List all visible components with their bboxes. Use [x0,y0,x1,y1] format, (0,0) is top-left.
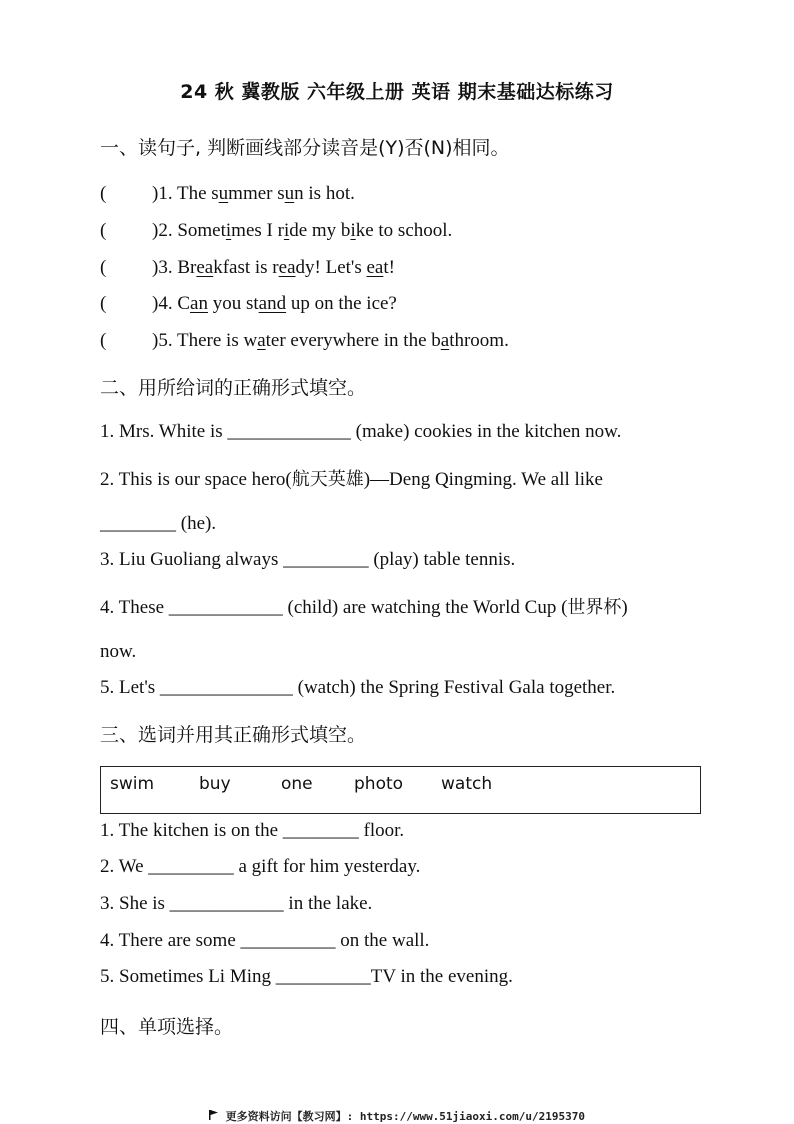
s1-question-2: ( )2. Sometimes I ride my bike to school. [100,220,453,241]
word-bank-item: buy [199,774,231,794]
answer-blank[interactable]: ( [100,257,107,278]
section-1-heading: 一、读句子, 判断画线部分读音是(Y)否(N)相同。 [100,137,510,159]
answer-blank[interactable]: ( [100,293,107,314]
s2-question-4-continued: now. [100,641,137,662]
footer [0,1108,794,1124]
word-bank-item: swim [110,774,155,794]
s3-question-5: 5. Sometimes Li Ming __________TV in the evening. [100,966,513,987]
section-4-heading: 四、单项选择。 [100,1016,234,1038]
page-title: 24 秋 冀教版 六年级上册 英语 期末基础达标练习 [180,81,614,103]
s1-question-1: ( )1. The summer sun is hot. [100,183,355,204]
word-bank-item: one [281,774,313,794]
word-bank-item: watch [441,774,493,794]
s1-question-4: ( )4. Can you stand up on the ice? [100,293,397,314]
answer-blank[interactable]: ( [100,183,107,204]
flag-icon [209,1110,219,1123]
answer-blank[interactable]: ( [100,330,107,351]
word-bank [100,766,701,814]
word-bank-item: photo [354,774,404,794]
s2-question-4: 4. These ____________ (child) are watching the World Cup (世界杯) [100,597,628,618]
s2-question-5: 5. Let's ______________ (watch) the Spring Festival Gala together. [100,677,616,698]
answer-blank[interactable]: ( [100,220,107,241]
s2-question-3: 3. Liu Guoliang always _________ (play) table tennis. [100,549,516,570]
s2-question-1: 1. Mrs. White is _____________ (make) cookies in the kitchen now. [100,421,622,442]
section-2-heading: 二、用所给词的正确形式填空。 [100,377,367,399]
s3-question-4: 4. There are some __________ on the wall. [100,930,430,951]
s1-question-5: ( )5. There is water everywhere in the bathroom. [100,330,509,351]
s3-question-1: 1. The kitchen is on the ________ floor. [100,820,405,841]
s3-question-2: 2. We _________ a gift for him yesterday. [100,856,421,877]
s2-question-2-continued: ________ (he). [100,513,217,534]
s1-question-3: ( )3. Breakfast is ready! Let's eat! [100,257,395,278]
s3-question-3: 3. She is ____________ in the lake. [100,893,373,914]
section-3-heading: 三、选词并用其正确形式填空。 [100,724,367,746]
s2-question-2: 2. This is our space hero(航天英雄)—Deng Qingming. We all like [100,469,603,490]
footer-link[interactable]: 更多资料访问【教习网】: https://www.51jiaoxi.com/u/2195370 [225,1110,586,1123]
